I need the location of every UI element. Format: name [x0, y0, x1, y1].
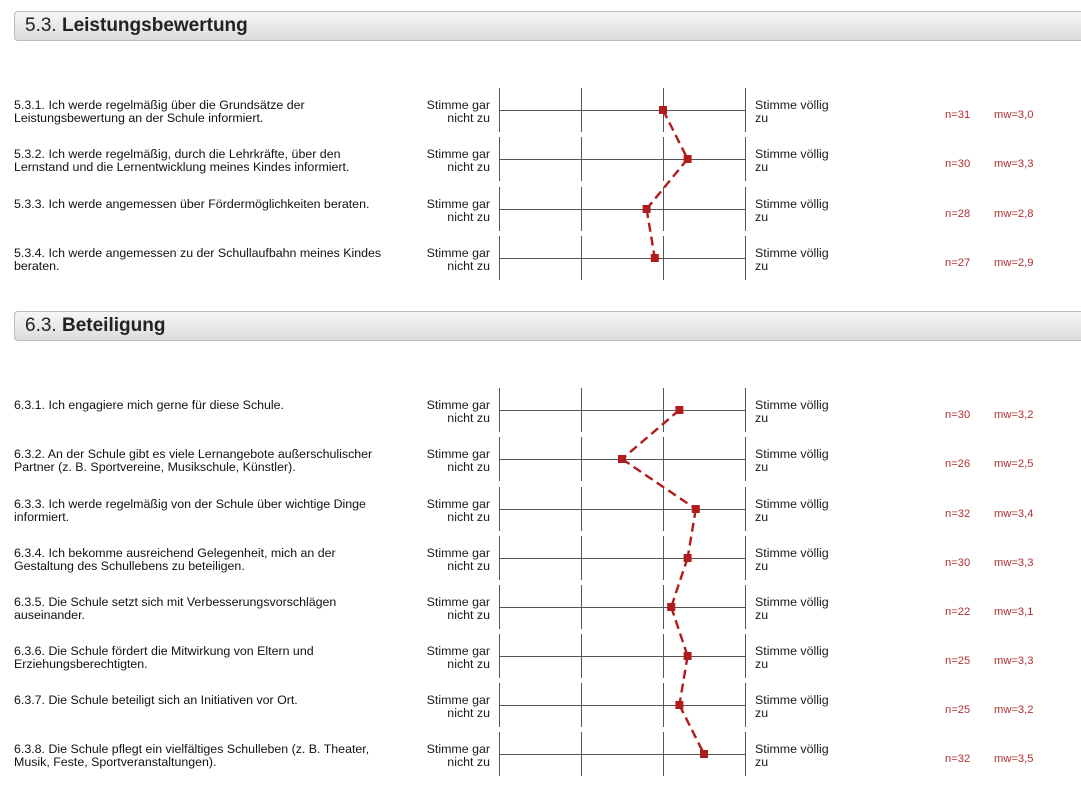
respondent-count: n=26	[945, 458, 971, 470]
mean-value: mw=3,1	[994, 606, 1034, 618]
profile-segment	[647, 209, 655, 258]
scale-label-line: Stimme gar	[426, 246, 490, 260]
mean-marker	[675, 701, 683, 709]
scale-label-line: nicht zu	[447, 608, 490, 622]
scale-label-line: nicht zu	[447, 160, 490, 174]
respondent-count: n=30	[945, 158, 971, 170]
mean-value: mw=2,5	[994, 458, 1034, 470]
profile-segment	[679, 656, 687, 705]
question-text: 6.3.5. Die Schule setzt sich mit Verbesserungsvorschlägen auseinander.	[14, 595, 337, 622]
mean-marker	[692, 505, 700, 513]
question-text: 6.3.4. Ich bekomme ausreichend Gelegenheit, mich an der Gestaltung des Schullebens zu beteiligen.	[14, 546, 336, 573]
scale-label-line: zu	[755, 657, 769, 671]
respondent-count: n=32	[945, 508, 971, 520]
scale-label-line: zu	[755, 460, 769, 474]
scale-label-line: nicht zu	[447, 210, 490, 224]
profile-segment	[671, 607, 687, 656]
scale-label-line: nicht zu	[447, 559, 490, 573]
mean-value: mw=3,3	[994, 655, 1034, 667]
profile-segment	[663, 110, 688, 159]
scale-label-line: nicht zu	[447, 411, 490, 425]
scale-label-line: nicht zu	[447, 460, 490, 474]
profile-segment	[679, 705, 704, 754]
scale-label-line: Stimme völlig	[755, 546, 829, 560]
scale-label-line: Stimme gar	[426, 398, 490, 412]
respondent-count: n=32	[945, 753, 971, 765]
mean-marker	[659, 106, 667, 114]
mean-marker	[684, 652, 692, 660]
profile-segment	[622, 410, 679, 459]
question-text: 5.3.2. Ich werde regelmäßig, durch die Lehrkräfte, über den Lernstand und die Lernentwicklung meines Kindes informiert.	[14, 147, 350, 174]
scale-label-line: nicht zu	[447, 657, 490, 671]
scale-label-line: Stimme gar	[426, 644, 490, 658]
profile-segment	[671, 558, 687, 607]
mean-marker	[643, 205, 651, 213]
mean-marker	[651, 254, 659, 262]
scale-label-line: nicht zu	[447, 510, 490, 524]
question-text: 6.3.1. Ich engagiere mich gerne für diese Schule.	[14, 398, 285, 412]
respondent-count: n=28	[945, 208, 971, 220]
scale-label-line: zu	[755, 259, 769, 273]
mean-marker	[700, 750, 708, 758]
mean-marker	[684, 155, 692, 163]
scale-label-line: nicht zu	[447, 259, 490, 273]
section-number: 5.3.	[25, 15, 57, 36]
scale-label-line: Stimme gar	[426, 447, 490, 461]
scale-label-line: zu	[755, 411, 769, 425]
respondent-count: n=31	[945, 109, 971, 121]
scale-label-line: Stimme völlig	[755, 447, 829, 461]
mean-value: mw=3,5	[994, 753, 1034, 765]
scale-label-line: zu	[755, 210, 769, 224]
section-title: Beteiligung	[61, 315, 166, 336]
scale-label-line: Stimme völlig	[755, 644, 829, 658]
scale-label-line: Stimme völlig	[755, 98, 829, 112]
scale-label-line: zu	[755, 608, 769, 622]
profile-segment	[688, 509, 696, 558]
scale-label-line: zu	[755, 559, 769, 573]
scale-label-line: Stimme gar	[426, 546, 490, 560]
mean-marker	[684, 554, 692, 562]
scale-label-line: Stimme völlig	[755, 147, 829, 161]
scale-label-line: Stimme völlig	[755, 595, 829, 609]
respondent-count: n=25	[945, 655, 971, 667]
scale-label-line: Stimme gar	[426, 497, 490, 511]
respondent-count: n=30	[945, 557, 971, 569]
mean-value: mw=3,2	[994, 704, 1034, 716]
question-text: 5.3.1. Ich werde regelmäßig über die Grundsätze der Leistungsbewertung an der Schule informiert.	[14, 98, 305, 125]
section-number: 6.3.	[25, 315, 57, 336]
scale-label-line: Stimme völlig	[755, 742, 829, 756]
mean-value: mw=3,4	[994, 508, 1034, 520]
section-title: Leistungsbewertung	[61, 15, 248, 36]
scale-label-line: zu	[755, 111, 769, 125]
mean-value: mw=3,3	[994, 158, 1034, 170]
scale-label-line: nicht zu	[447, 755, 490, 769]
mean-value: mw=3,2	[994, 409, 1034, 421]
mean-value: mw=3,0	[994, 109, 1034, 121]
mean-value: mw=2,9	[994, 257, 1034, 269]
scale-label-line: Stimme völlig	[755, 693, 829, 707]
mean-marker	[675, 406, 683, 414]
profile-segment	[622, 459, 696, 509]
respondent-count: n=22	[945, 606, 971, 618]
scale-label-line: Stimme völlig	[755, 197, 829, 211]
mean-marker	[618, 455, 626, 463]
scale-label-line: Stimme gar	[426, 595, 490, 609]
respondent-count: n=27	[945, 257, 971, 269]
scale-label-line: Stimme gar	[426, 147, 490, 161]
profile-segment	[647, 159, 688, 209]
scale-label-line: Stimme völlig	[755, 497, 829, 511]
scale-label-line: zu	[755, 706, 769, 720]
question-text: 5.3.3. Ich werde angemessen über Fördermöglichkeiten beraten.	[14, 197, 370, 211]
question-text: 6.3.2. An der Schule gibt es viele Lernangebote außerschulischer Partner (z. B. Sportvereine, Musikschule, Künstler).	[14, 447, 373, 474]
scale-label-line: Stimme gar	[426, 742, 490, 756]
question-text: 6.3.8. Die Schule pflegt ein vielfältiges Schulleben (z. B. Theater, Musik, Feste, Sportveranstaltungen).	[14, 742, 370, 769]
scale-label-line: nicht zu	[447, 111, 490, 125]
question-text: 6.3.6. Die Schule fördert die Mitwirkung von Eltern und Erziehungsberechtigten.	[14, 644, 314, 671]
question-text: 6.3.7. Die Schule beteiligt sich an Initiativen vor Ort.	[14, 693, 298, 707]
scale-label-line: zu	[755, 160, 769, 174]
scale-label-line: zu	[755, 755, 769, 769]
scale-label-line: Stimme völlig	[755, 246, 829, 260]
mean-marker	[667, 603, 675, 611]
scale-label-line: Stimme gar	[426, 197, 490, 211]
question-text: 6.3.3. Ich werde regelmäßig von der Schule über wichtige Dinge informiert.	[14, 497, 366, 524]
scale-label-line: Stimme völlig	[755, 398, 829, 412]
question-text: 5.3.4. Ich werde angemessen zu der Schullaufbahn meines Kindes beraten.	[14, 246, 382, 273]
mean-value: mw=2,8	[994, 208, 1034, 220]
scale-label-line: Stimme gar	[426, 693, 490, 707]
scale-label-line: zu	[755, 510, 769, 524]
scale-label-line: Stimme gar	[426, 98, 490, 112]
scale-label-line: nicht zu	[447, 706, 490, 720]
respondent-count: n=25	[945, 704, 971, 716]
mean-value: mw=3,3	[994, 557, 1034, 569]
respondent-count: n=30	[945, 409, 971, 421]
